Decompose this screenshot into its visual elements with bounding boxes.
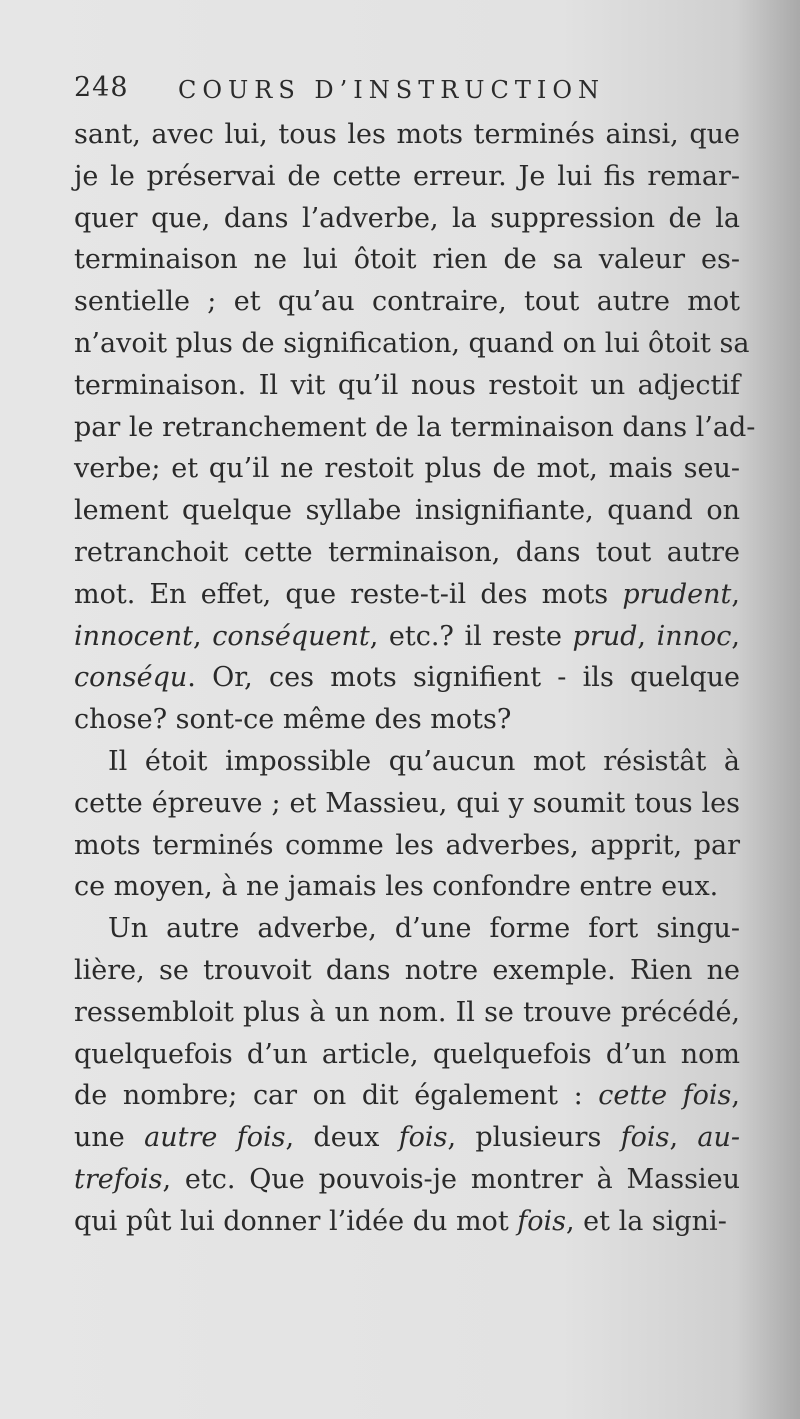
text-line <box>74 825 740 867</box>
text-line <box>74 866 740 908</box>
text-segment: mot. En effet, que reste-t-il des mots <box>74 578 623 610</box>
text-segment: , <box>731 620 740 652</box>
text-line <box>74 532 740 574</box>
text-segment: , <box>669 1122 698 1154</box>
text-line <box>74 1075 740 1117</box>
text-segment: Il étoit impossible qu’aucun mot résistât à <box>108 745 740 777</box>
text-line <box>74 616 740 658</box>
text-segment: , plusieurs <box>447 1122 621 1154</box>
text-segment: verbe; et qu’il ne restoit plus de mot, mais seu- <box>74 453 740 485</box>
text-segment: retranchoit cette terminaison, dans tout autre <box>74 536 740 568</box>
running-head: COURS D’INSTRUCTION <box>178 76 606 104</box>
italic-text: prudent <box>622 578 732 610</box>
text-line <box>74 574 740 616</box>
text-line <box>74 239 740 281</box>
text-segment: par le retranchement de la terminaison dans l’ad- <box>74 411 756 443</box>
italic-text: autre fois <box>144 1122 286 1154</box>
text-segment: , etc. Que pouvois-je montrer à Massieu <box>162 1163 740 1195</box>
italic-text: conséquent <box>212 620 370 652</box>
text-segment: Un autre adverbe, d’une forme fort singu- <box>108 913 740 945</box>
text-line <box>74 114 740 156</box>
text-segment: , etc.? il reste <box>369 620 573 652</box>
italic-text: innocent <box>74 620 194 652</box>
text-line <box>74 950 740 992</box>
text-segment: n’avoit plus de signification, quand on lui ôtoit sa <box>74 327 750 359</box>
text-line <box>74 365 740 407</box>
text-line <box>74 281 740 323</box>
italic-text: cette fois <box>598 1080 732 1112</box>
text-line <box>74 198 740 240</box>
text-segment: , <box>731 578 740 610</box>
text-line <box>74 1201 740 1243</box>
page-number: 248 <box>74 72 129 103</box>
text-line <box>74 699 740 741</box>
text-line <box>74 1034 740 1076</box>
text-segment: ce moyen, à ne jamais les confondre entre eux. <box>74 871 719 903</box>
text-segment: mots terminés comme les adverbes, apprit, par <box>74 829 740 861</box>
text-line <box>74 657 740 699</box>
italic-text: au- <box>697 1122 740 1154</box>
text-segment: , <box>193 620 213 652</box>
text-segment: quelquefois d’un article, quelquefois d’un nom <box>74 1038 740 1070</box>
italic-text: conséqu <box>74 662 188 694</box>
text-segment: terminaison. Il vit qu’il nous restoit un adjectif <box>74 369 740 401</box>
text-segment: de nombre; car on dit également : <box>74 1080 599 1112</box>
text-segment: cette épreuve ; et Massieu, qui y soumit tous les <box>74 787 740 819</box>
text-line <box>74 448 740 490</box>
text-segment: lière, se trouvoit dans notre exemple. Rien ne <box>74 954 740 986</box>
text-line <box>74 1159 740 1201</box>
text-segment: quer que, dans l’adverbe, la suppression de la <box>74 202 740 234</box>
text-segment: une <box>74 1122 145 1154</box>
text-segment: , <box>637 620 657 652</box>
italic-text: trefois <box>74 1163 163 1195</box>
text-line <box>74 407 756 449</box>
text-segment: , deux <box>285 1122 399 1154</box>
text-segment: ressembloit plus à un nom. Il se trouve précédé, <box>74 996 740 1028</box>
text-line <box>74 992 740 1034</box>
italic-text: fois <box>517 1205 566 1237</box>
page-header <box>74 72 674 112</box>
italic-text: prud <box>572 620 638 652</box>
text-line <box>74 741 740 783</box>
text-segment: lement quelque syllabe insignifiante, quand on <box>74 495 740 527</box>
text-line <box>74 783 740 825</box>
text-line <box>74 1117 740 1159</box>
text-segment: terminaison ne lui ôtoit rien de sa valeur es- <box>74 244 740 276</box>
text-segment: je le préservai de cette erreur. Je lui fis remar- <box>74 160 740 192</box>
text-line <box>74 490 740 532</box>
text-line <box>74 323 750 365</box>
text-segment: , <box>731 1080 740 1112</box>
text-line <box>74 908 740 950</box>
text-segment: qui pût lui donner l’idée du mot <box>74 1205 518 1237</box>
body-text <box>74 114 756 1243</box>
text-segment: chose? sont-ce même des mots? <box>74 704 512 736</box>
text-segment: sentielle ; et qu’au contraire, tout autre mot <box>74 286 740 318</box>
text-segment: sant, avec lui, tous les mots terminés ainsi, que <box>74 119 740 150</box>
text-segment: , et la signi- <box>566 1205 727 1237</box>
italic-text: fois <box>398 1122 448 1154</box>
text-line <box>74 156 740 198</box>
text-segment: . Or, ces mots signifient - ils quelque <box>187 662 740 694</box>
italic-text: fois <box>620 1122 670 1154</box>
italic-text: innoc <box>656 620 732 652</box>
